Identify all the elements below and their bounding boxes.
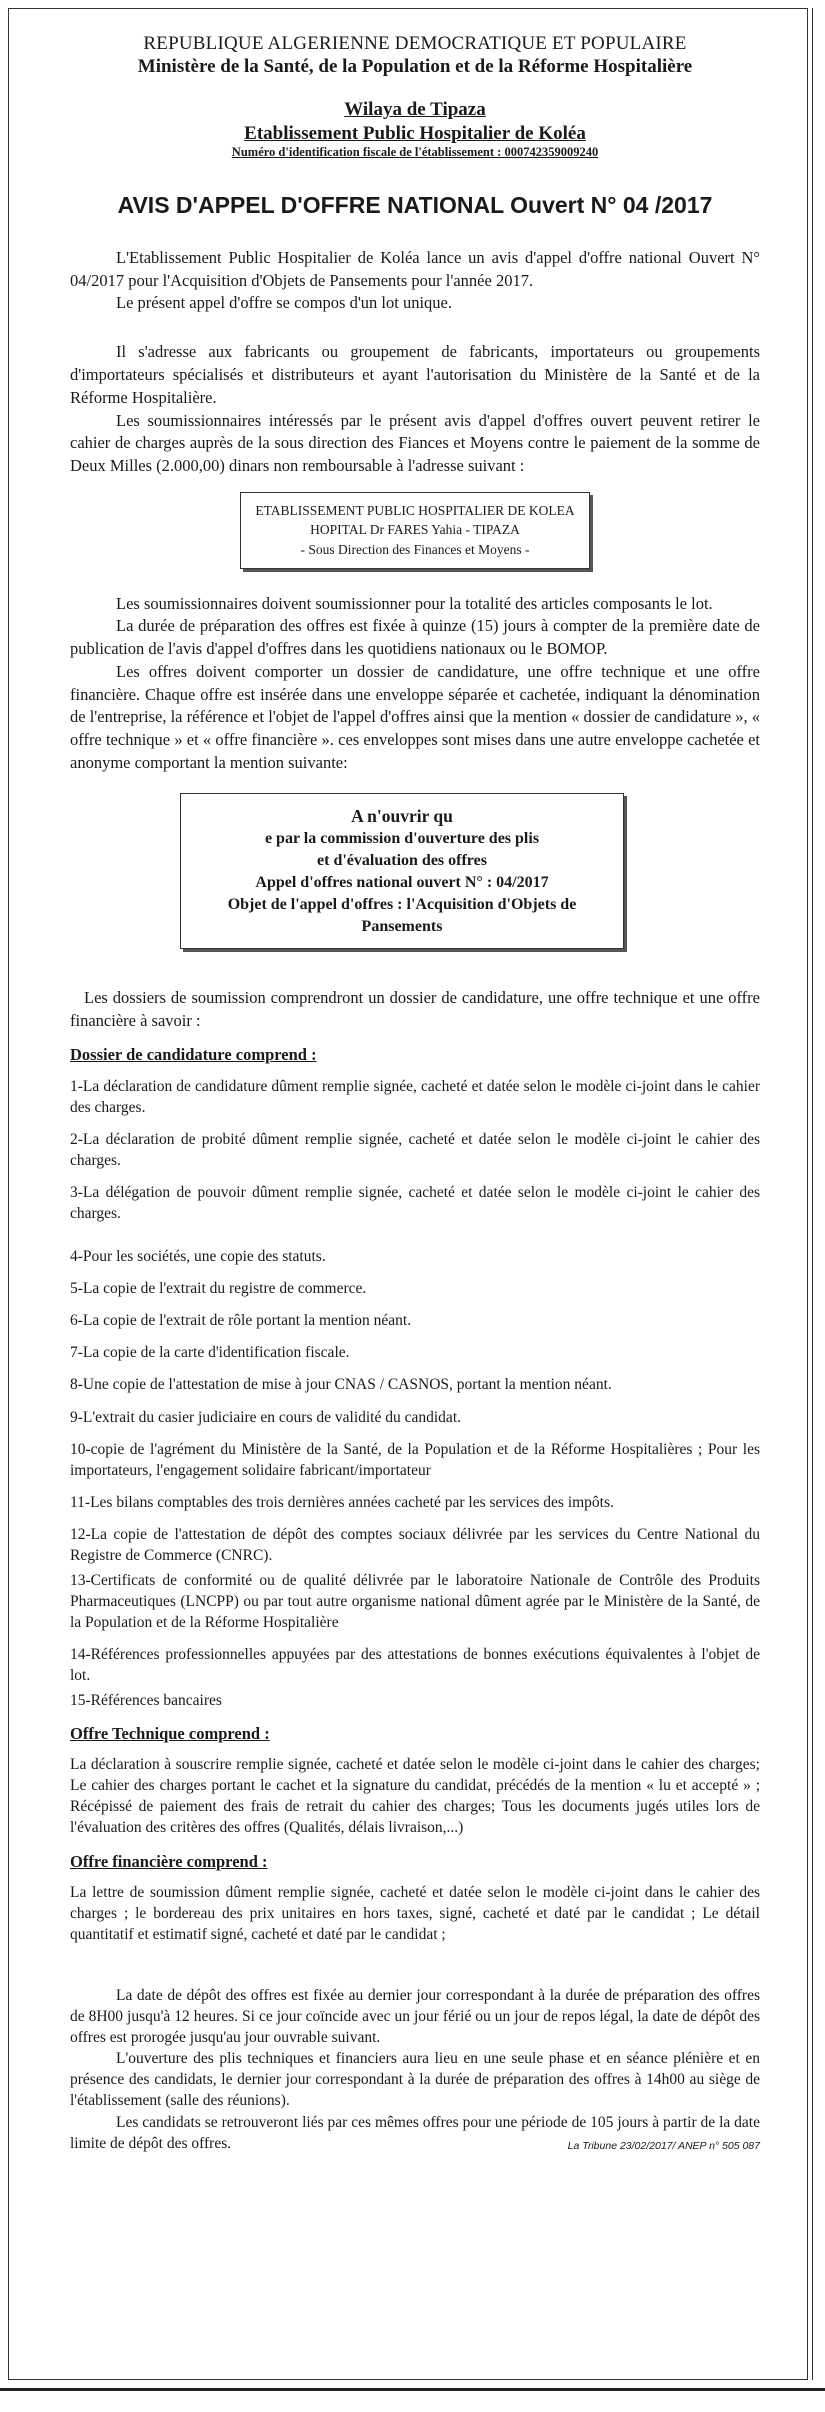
financial-offer-heading: Offre financière comprend : bbox=[70, 1851, 268, 1871]
tax-id-line: Numéro d'identification fiscale de l'établissement : 000742359009240 bbox=[231, 144, 599, 159]
candidature-item: 1-La déclaration de candidature dûment remplie signée, cacheté et datée selon le modèle ci-joint dans le cahier des charges. bbox=[70, 1077, 760, 1116]
intro-paragraph: L'Etablissement Public Hospitalier de Koléa lance un avis d'appel d'offre national Ouvert N° 04/2017 pour l'Acquisition d'Objets de Pansements pour l'année 2017. bbox=[70, 247, 760, 290]
opening-paragraph: L'ouverture des plis techniques et financiers aura lieu en une seule phase et en séance plénière et en présence des candidats, le dernier jour correspondant à la durée de préparation des offres à 14h00 au siège de l'établissement (salle des réunions). bbox=[70, 2050, 760, 2110]
intro-lot-paragraph: Le présent appel d'offre se compos d'un lot unique. bbox=[116, 293, 453, 313]
establishment-line: Etablissement Public Hospitalier de Koléa bbox=[244, 122, 586, 144]
mention-line-4: Appel d'offres national ouvert N° : 04/2017 bbox=[255, 873, 549, 891]
candidature-item: 7-La copie de la carte d'identification fiscale. bbox=[70, 1344, 350, 1362]
technical-offer-text: La déclaration à souscrire remplie signée, cacheté et datée selon le modèle ci-joint dans le cahier des charges; Le cahier des charges portant le cachet et la signature du candidat, précédés de la mention « lu et accepté » ; Récépissé de paiement des frais de retrait du cahier des charges; Tous les documents jugés utiles lors de l'évaluation des critères des offres (Qualités, délais livraison,...) bbox=[70, 1755, 760, 1836]
intro-block bbox=[70, 247, 760, 315]
offers-paragraph: Les offres doivent comporter un dossier de candidature, une offre technique et une offre financière. Chaque offre est insérée dans une enveloppe séparée et cachetée, indiquant la dénomination de l'entreprise, la référence et l'objet de l'appel d'offres ainsi que la mention « dossier de candidature », « offre technique » et « offre financière ». ces enveloppes sont mises dans une autre enveloppe cachetée et anonyme comportant la mention suivante: bbox=[70, 661, 760, 772]
totality-paragraph: Les soumissionnaires doivent soumissionner pour la totalité des articles composants le lot. bbox=[116, 593, 713, 613]
candidature-item: 12-La copie de l'attestation de dépôt des comptes sociaux délivrée par les services du Centre National du Registre de Commerce (CNRC). bbox=[70, 1525, 760, 1564]
technical-offer-heading: Offre Technique comprend : bbox=[70, 1723, 270, 1743]
candidature-heading: Dossier de candidature comprend : bbox=[70, 1044, 317, 1064]
candidature-item: 6-La copie de l'extrait de rôle portant la mention néant. bbox=[70, 1312, 412, 1330]
financial-offer-text: La lettre de soumission dûment remplie signée, cacheté et datée selon le modèle ci-joint dans le cahier des charges ; le bordereau des prix unitaires en hors taxes, signé, cacheté et daté par le candidat ; Le détail quantitatif et estimatif signé, cacheté et daté par le candidat ; bbox=[70, 1883, 760, 1943]
notice-content bbox=[70, 32, 760, 2152]
candidature-item: 3-La délégation de pouvoir dûment remplie signée, cacheté et datée selon le modèle ci-joint le cahier des charges. bbox=[70, 1184, 760, 1223]
mention-line-3: et d'évaluation des offres bbox=[317, 851, 487, 869]
submission-block bbox=[70, 593, 760, 775]
dossiers-paragraph: Les dossiers de soumission comprendront un dossier de candidature, une offre technique et une offre financière à savoir : bbox=[70, 988, 760, 1030]
candidature-item: 14-Références professionnelles appuyées par des attestations de bonnes exécutions équivalentes à l'objet de lot. bbox=[70, 1646, 760, 1685]
eligibility-paragraph: Il s'adresse aux fabricants ou groupement de fabricants, importateurs ou groupements d'importateurs spécialisés et distributeurs et ayant l'autorisation du Ministère de la Santé et de la Réforme Hospitalière. bbox=[70, 342, 760, 407]
mention-line-2: e par la commission d'ouverture des plis bbox=[264, 829, 540, 847]
withdrawal-paragraph: Les soumissionnaires intéressés par le présent avis d'appel d'offres ouvert peuvent retirer le cahier de charges auprès de la sous direction des Fiances et Moyens contre le paiement de la somme de Deux Milles (2.000,00) dinars non remboursable à l'adresse suivant : bbox=[70, 410, 760, 476]
mention-line-5: Objet de l'appel d'offres : l'Acquisition d'Objets de Pansements bbox=[227, 896, 577, 936]
candidature-item: 15-Références bancaires bbox=[70, 1692, 222, 1710]
bottom-rule bbox=[0, 2388, 825, 2391]
publication-citation: La Tribune 23/02/2017/ ANEP n° 505 087 bbox=[567, 2139, 760, 2152]
address-line-2: HOPITAL Dr FARES Yahia - TIPAZA bbox=[310, 522, 520, 538]
duration-paragraph: La durée de préparation des offres est fixée à quinze (15) jours à compter de la première date de publication de l'avis d'appel d'offres dans les quotidiens nationaux ou le BOMOP. bbox=[70, 616, 760, 659]
mention-line-1: A n'ouvrir qu bbox=[351, 805, 453, 826]
candidature-item: 2-La déclaration de probité dûment remplie signée, cacheté et datée selon le modèle ci-joint le cahier des charges. bbox=[70, 1130, 760, 1169]
address-line-3: - Sous Direction des Finances et Moyens - bbox=[300, 541, 530, 557]
closing-block bbox=[70, 1985, 760, 2154]
republic-line: REPUBLIQUE ALGERIENNE DEMOCRATIQUE ET POPULAIRE bbox=[143, 33, 687, 54]
candidature-item: 10-copie de l'agrément du Ministère de la Santé, de la Population et de la Réforme Hospitalières ; Pour les importateurs, l'engagement solidaire fabricant/importateur bbox=[70, 1440, 760, 1479]
deposit-date-paragraph: La date de dépôt des offres est fixée au dernier jour correspondant à la durée de préparation des offres de 8H00 jusqu'à 12 heures. Si ce jour coïncide avec un jour férié ou un jour de repos légal, la date de dépôt des offres est prorogée jusqu'au jour ouvrable suivant. bbox=[70, 1987, 760, 2047]
candidature-item: 9-L'extrait du casier judiciaire en cours de validité du candidat. bbox=[70, 1408, 461, 1426]
letterhead bbox=[70, 32, 760, 160]
candidature-item: 13-Certificats de conformité ou de qualité délivrée par le laboratoire Nationale de Contrôle des Produits Pharmaceutiques (LNCPP) ou par tout autre organisme national dûment agrée par le Ministère de la Santé, de la Population et de la Réforme Hospitalière bbox=[70, 1572, 760, 1632]
validity-paragraph: Les candidats se retrouveront liés par ces mêmes offres pour une période de 105 jours à partir de la date limite de dépôt des offres. bbox=[70, 2113, 760, 2152]
ministry-line: Ministère de la Santé, de la Population et de la Réforme Hospitalière bbox=[137, 56, 693, 78]
candidature-item: 5-La copie de l'extrait du registre de commerce. bbox=[70, 1280, 367, 1298]
candidature-item: 4-Pour les sociétés, une copie des statuts. bbox=[70, 1248, 326, 1266]
candidature-item: 8-Une copie de l'attestation de mise à jour CNAS / CASNOS, portant la mention néant. bbox=[70, 1376, 612, 1394]
candidature-item: 11-Les bilans comptables des trois dernières années cacheté par les services des impôts. bbox=[70, 1493, 614, 1511]
address-box bbox=[240, 492, 590, 569]
notice-title: AVIS D'APPEL D'OFFRE NATIONAL Ouvert N° 04 /2017 bbox=[117, 191, 713, 218]
envelope-mention-box bbox=[180, 793, 624, 950]
wilaya-line: Wilaya de Tipaza bbox=[344, 99, 486, 121]
adjacent-column-border bbox=[812, 8, 825, 2380]
address-line-1: ETABLISSEMENT PUBLIC HOSPITALIER DE KOLEA bbox=[255, 502, 575, 518]
